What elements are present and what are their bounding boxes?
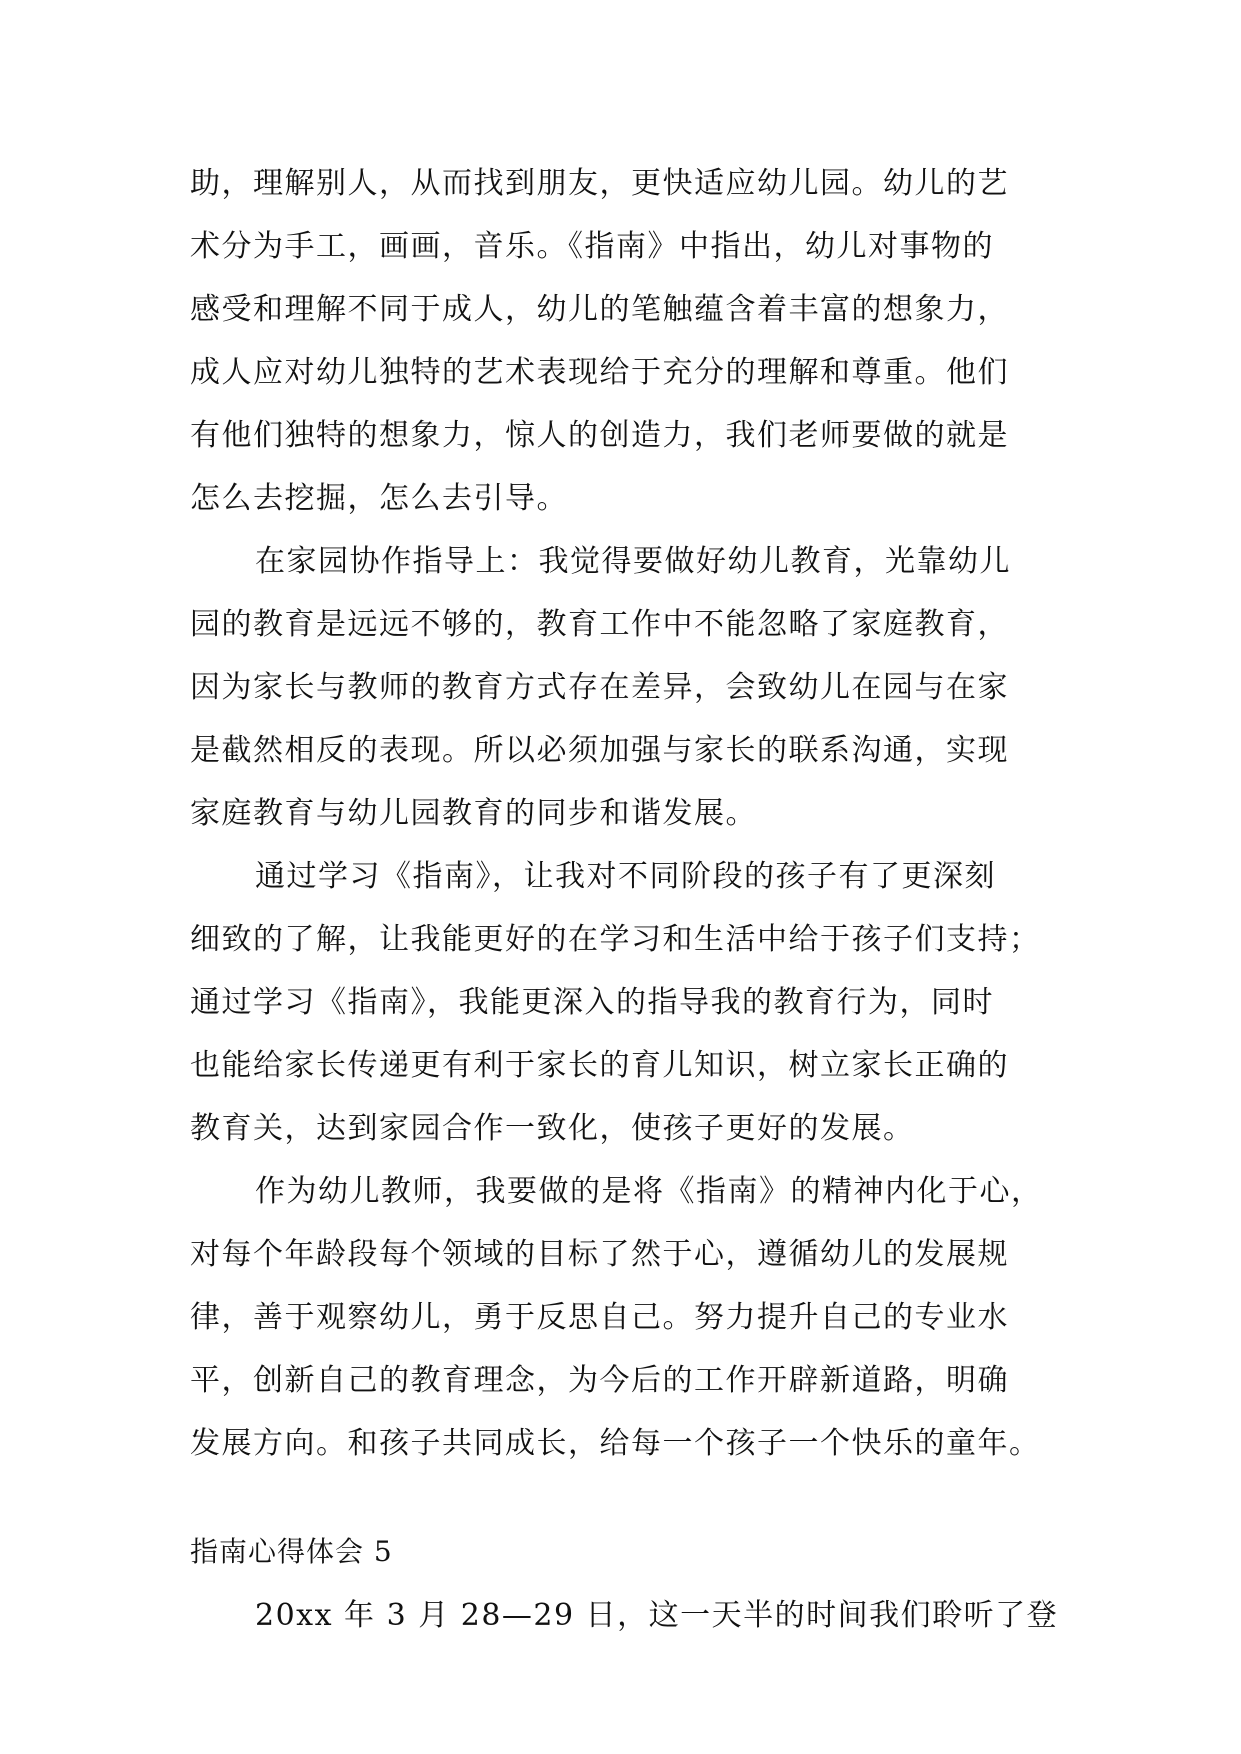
paragraph-line: 在家园协作指导上：我觉得要做好幼儿教育，光靠幼儿 bbox=[255, 544, 1011, 579]
paragraph-line: 家庭教育与幼儿园教育的同步和谐发展。 bbox=[190, 796, 757, 831]
paragraph-line: 通过学习《指南》，让我对不同阶段的孩子有了更深刻 bbox=[255, 859, 996, 894]
paragraph-line: 20xx 年 3 月 28—29 日，这一天半的时间我们聆听了登 bbox=[255, 1598, 1059, 1633]
paragraph-line: 术分为手工，画画，音乐。《指南》中指出，幼儿对事物的 bbox=[190, 229, 994, 264]
paragraph-line: 是截然相反的表现。所以必须加强与家长的联系沟通，实现 bbox=[190, 733, 1009, 768]
paragraph-line: 有他们独特的想象力，惊人的创造力，我们老师要做的就是 bbox=[190, 418, 1009, 453]
paragraph-line: 对每个年龄段每个领域的目标了然于心，遵循幼儿的发展规 bbox=[190, 1237, 1009, 1272]
paragraph-line: 教育关，达到家园合作一致化，使孩子更好的发展。 bbox=[190, 1111, 915, 1146]
paragraph-line: 也能给家长传递更有利于家长的育儿知识，树立家长正确的 bbox=[190, 1048, 1009, 1083]
paragraph-line: 怎么去挖掘，怎么去引导。 bbox=[190, 481, 568, 516]
paragraph-line: 因为家长与教师的教育方式存在差异，会致幼儿在园与在家 bbox=[190, 670, 1009, 705]
paragraph-line: 成人应对幼儿独特的艺术表现给于充分的理解和尊重。他们 bbox=[190, 355, 1009, 390]
paragraph-line: 发展方向。和孩子共同成长，给每一个孩子一个快乐的童年。 bbox=[190, 1426, 1041, 1461]
paragraph-line: 通过学习《指南》，我能更深入的指导我的教育行为，同时 bbox=[190, 985, 994, 1020]
paragraph-line: 细致的了解，让我能更好的在学习和生活中给于孩子们支持； bbox=[190, 922, 1041, 957]
paragraph-line: 园的教育是远远不够的，教育工作中不能忽略了家庭教育， bbox=[190, 607, 1009, 642]
paragraph-line: 律，善于观察幼儿，勇于反思自己。努力提升自己的专业水 bbox=[190, 1300, 1009, 1335]
paragraph-line: 作为幼儿教师，我要做的是将《指南》的精神内化于心， bbox=[255, 1174, 1043, 1209]
section-heading: 指南心得体会 5 bbox=[190, 1535, 393, 1568]
paragraph-line: 平，创新自己的教育理念，为今后的工作开辟新道路，明确 bbox=[190, 1363, 1009, 1398]
paragraph-line: 感受和理解不同于成人，幼儿的笔触蕴含着丰富的想象力， bbox=[190, 292, 1009, 327]
paragraph-line: 助，理解别人，从而找到朋友，更快适应幼儿园。幼儿的艺 bbox=[190, 166, 1009, 201]
